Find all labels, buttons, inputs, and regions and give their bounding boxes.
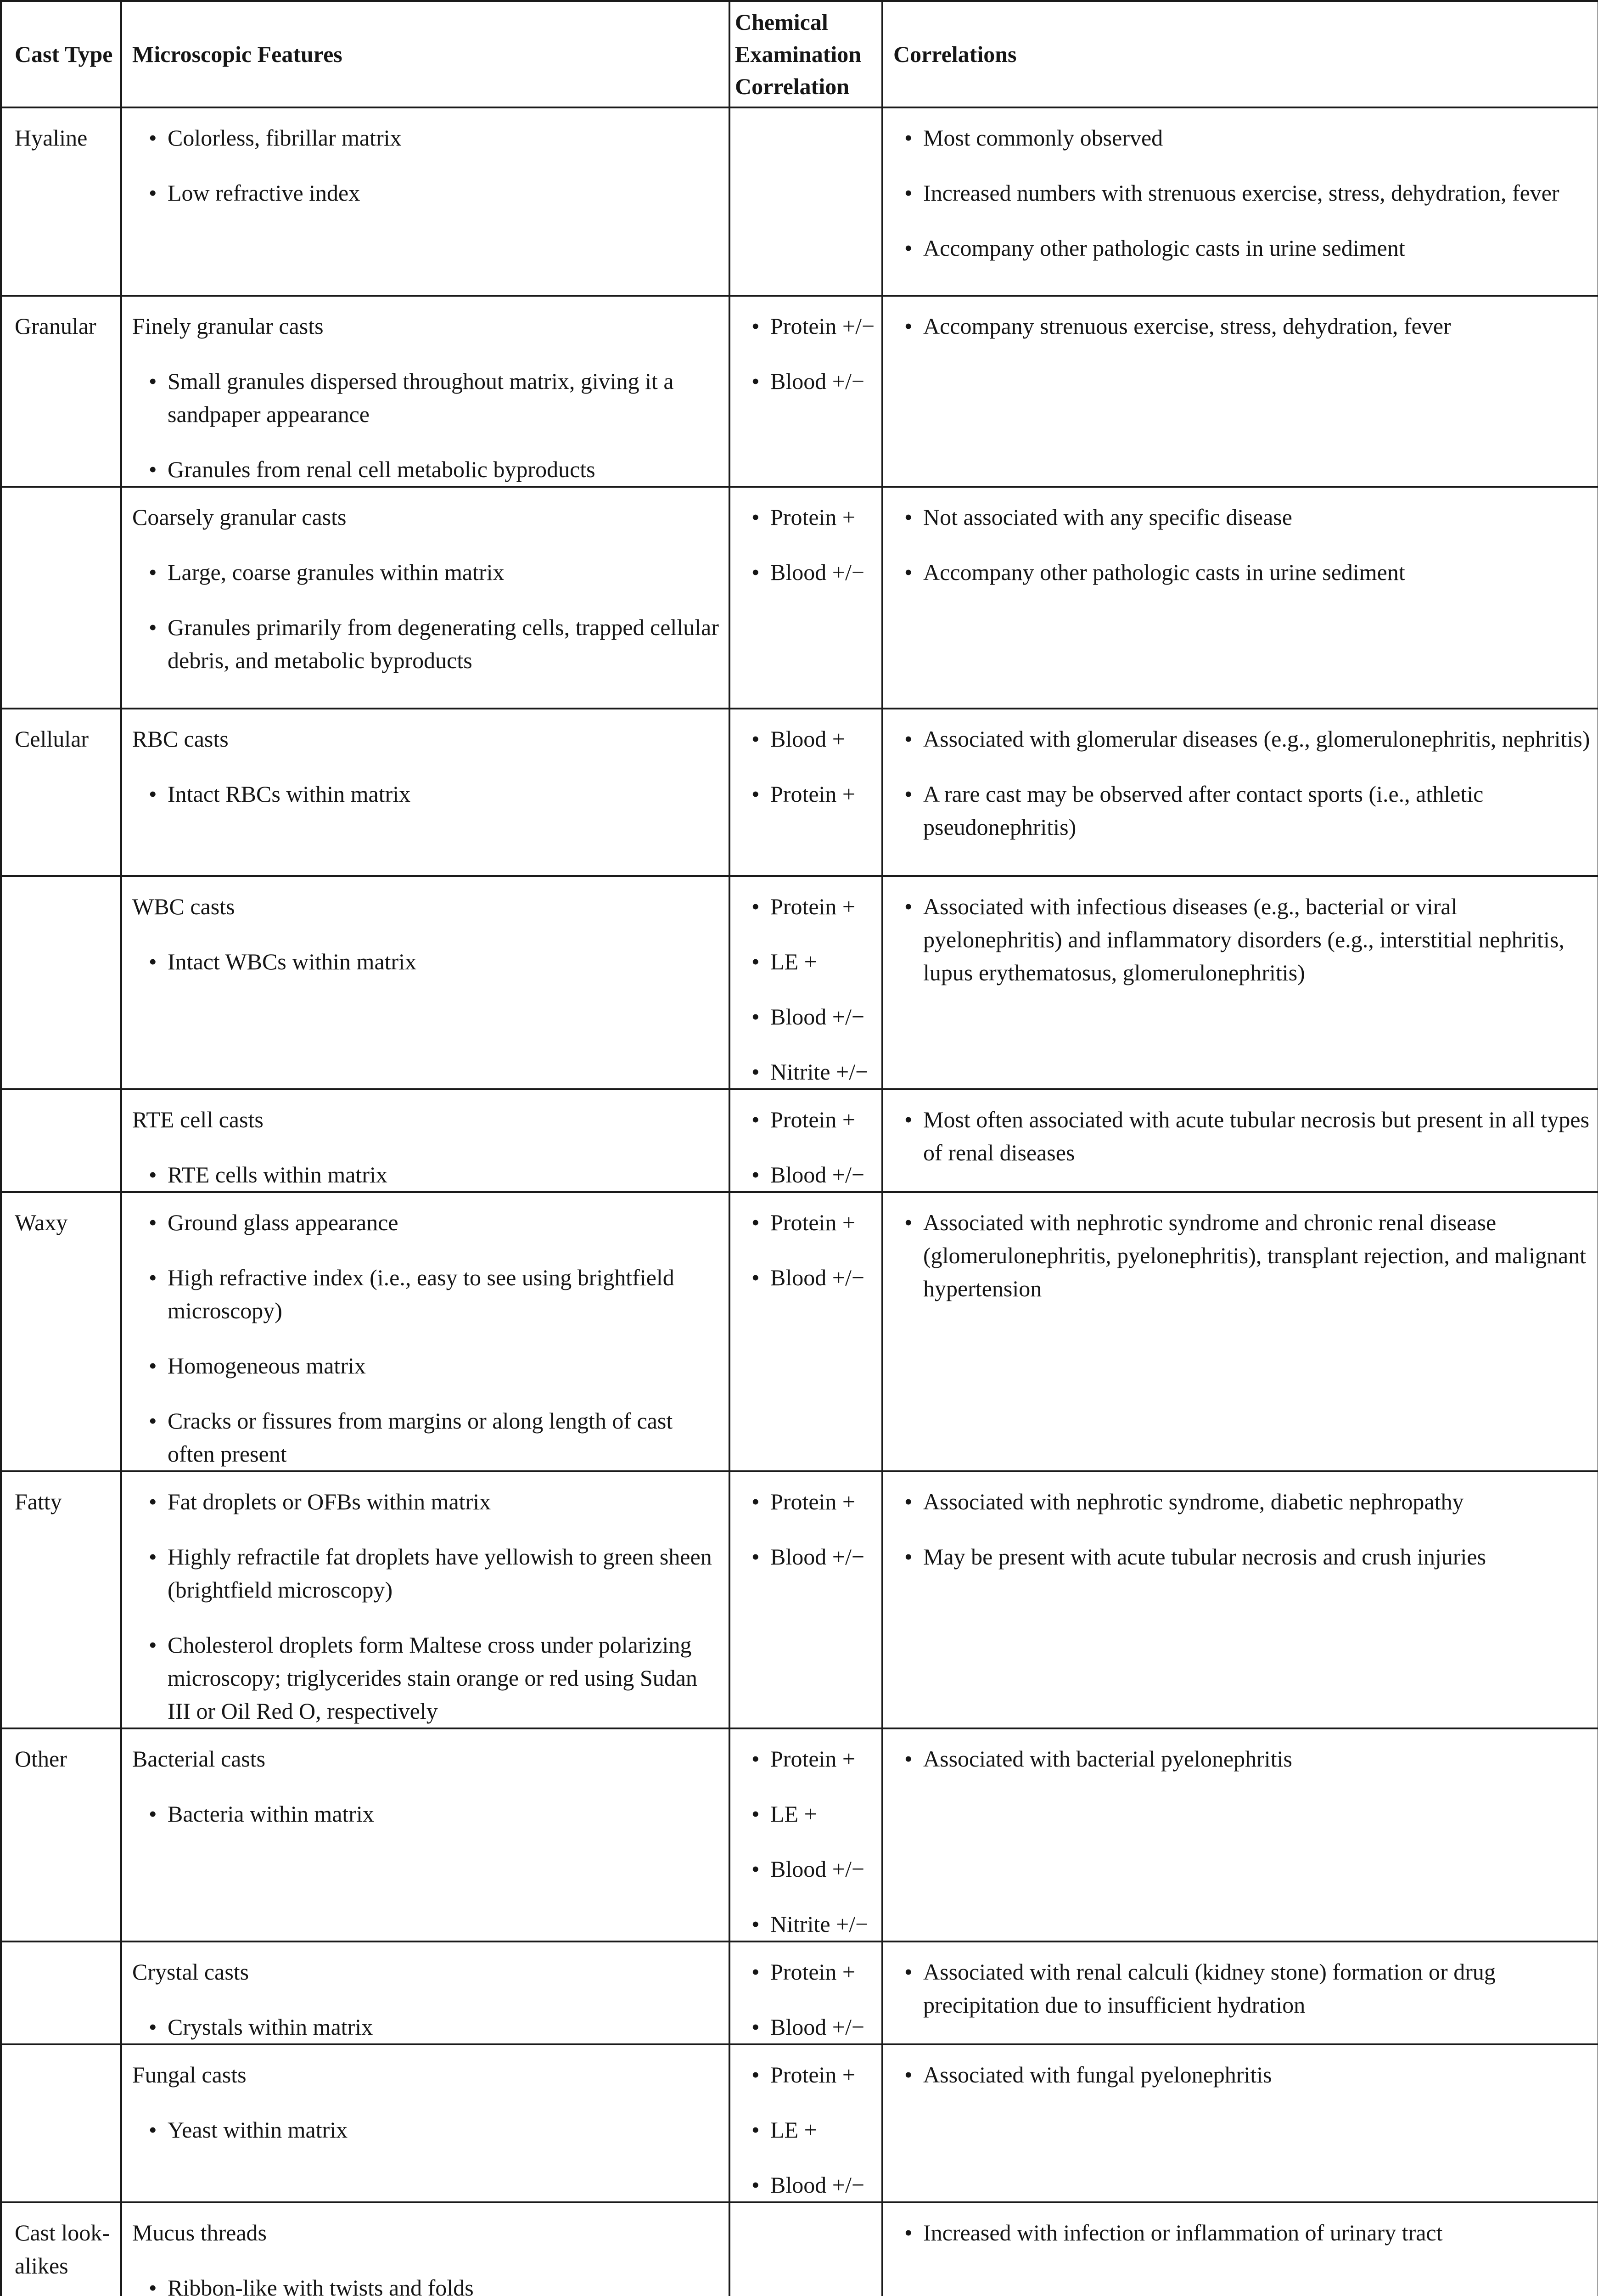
microscopic-feature-item: • Large, coarse granules within matrix [132, 556, 724, 589]
cast-type-label: Granular [15, 313, 96, 339]
microscopic-features-cell [121, 709, 729, 876]
chemical-result-item: • Protein + [735, 1485, 877, 1518]
cast-type-cell [1, 1471, 121, 1728]
cast-type-label: Hyaline [15, 125, 88, 151]
microscopic-feature-item: • Colorless, fibrillar matrix [132, 121, 724, 154]
chemical-examination-cell [729, 1471, 882, 1728]
correlation-item: • Increased with infection or inflammation of urinary tract [888, 2216, 1593, 2249]
chemical-examination-cell [729, 876, 882, 1089]
chemical-result-item: • Protein + [735, 2058, 877, 2091]
header-correlations: Correlations [882, 1, 1598, 107]
header-microscopic-features: Microscopic Features [121, 1, 729, 107]
cast-subtype-title: WBC casts [132, 894, 235, 919]
microscopic-feature-item: • Ground glass appearance [132, 1206, 724, 1239]
chemical-examination-cell [729, 107, 882, 296]
table-row [1, 1089, 1598, 1192]
microscopic-feature-item: • High refractive index (i.e., easy to see using brightfield microscopy) [132, 1261, 724, 1327]
microscopic-feature-item: • Small granules dispersed throughout matrix, giving it a sandpaper appearance [132, 365, 724, 431]
microscopic-features-cell [121, 1941, 729, 2044]
header-cast-type: Cast Type [1, 1, 121, 107]
correlations-cell [882, 2044, 1598, 2202]
microscopic-features-cell [121, 107, 729, 296]
microscopic-features-cell [121, 1089, 729, 1192]
microscopic-feature-item: • Cholesterol droplets form Maltese cross under polarizing microscopy; triglycerides stain orange or red using Sudan III or Oil Red O, respectively [132, 1628, 724, 1728]
cast-type-cell [1, 709, 121, 876]
table-row [1, 487, 1598, 709]
table-row [1, 876, 1598, 1089]
microscopic-features-cell [121, 1471, 729, 1728]
chemical-result-item: • Protein + [735, 777, 877, 810]
correlation-item: • Associated with bacterial pyelonephritis [888, 1742, 1593, 1775]
microscopic-feature-item: • Granules from renal cell metabolic byproducts [132, 453, 724, 486]
correlations-cell [882, 2202, 1598, 2296]
chemical-result-item: • Blood +/− [735, 1000, 877, 1033]
table-row [1, 1728, 1598, 1941]
cast-type-label: Waxy [15, 1210, 68, 1235]
microscopic-features-cell [121, 1728, 729, 1941]
correlation-item: • May be present with acute tubular necrosis and crush injuries [888, 1540, 1593, 1573]
cast-type-label: Fatty [15, 1489, 62, 1514]
chemical-examination-cell [729, 1728, 882, 1941]
correlations-cell [882, 876, 1598, 1089]
cast-subtype-title: RBC casts [132, 726, 229, 752]
chemical-result-item: • Protein + [735, 890, 877, 923]
table-row [1, 1941, 1598, 2044]
table-row [1, 1192, 1598, 1471]
chemical-examination-cell [729, 2202, 882, 2296]
chemical-result-item: • Blood +/− [735, 2010, 877, 2043]
microscopic-feature-item: • Intact RBCs within matrix [132, 777, 724, 810]
cast-subtype-title: Crystal casts [132, 1959, 249, 1985]
chemical-result-item: • Protein + [735, 501, 877, 534]
chemical-examination-cell [729, 296, 882, 487]
cast-subtype-title: Mucus threads [132, 2220, 267, 2245]
microscopic-feature-item: • Highly refractile fat droplets have yellowish to green sheen (brightfield microscopy) [132, 1540, 724, 1606]
chemical-examination-cell [729, 1941, 882, 2044]
cast-type-cell [1, 487, 121, 709]
microscopic-features-cell [121, 2202, 729, 2296]
microscopic-feature-item: • Bacteria within matrix [132, 1797, 724, 1830]
chemical-examination-cell [729, 709, 882, 876]
microscopic-features-cell [121, 1192, 729, 1471]
chemical-examination-cell [729, 1192, 882, 1471]
cast-subtype-title: Finely granular casts [132, 313, 324, 339]
correlations-cell [882, 1471, 1598, 1728]
chemical-result-item: • Blood +/− [735, 1261, 877, 1294]
cast-subtype-title: Fungal casts [132, 2062, 247, 2088]
chemical-result-item: • Blood + [735, 722, 877, 755]
correlation-item: • Increased numbers with strenuous exercise, stress, dehydration, fever [888, 176, 1593, 209]
chemical-result-item: • LE + [735, 945, 877, 978]
table-row [1, 1471, 1598, 1728]
correlation-item: • Associated with glomerular diseases (e.g., glomerulonephritis, nephritis) [888, 722, 1593, 755]
correlation-item: • Associated with nephrotic syndrome, diabetic nephropathy [888, 1485, 1593, 1518]
cast-type-cell [1, 2202, 121, 2296]
cast-subtype-title: Bacterial casts [132, 1746, 266, 1772]
correlation-item: • Associated with renal calculi (kidney stone) formation or drug precipitation due to insufficient hydration [888, 1955, 1593, 2021]
correlation-item: • Accompany other pathologic casts in urine sediment [888, 231, 1593, 264]
microscopic-feature-item: • Intact WBCs within matrix [132, 945, 724, 978]
cast-type-label: Other [15, 1746, 67, 1772]
correlations-cell [882, 709, 1598, 876]
chemical-result-item: • Blood +/− [735, 2168, 877, 2201]
cast-type-cell [1, 296, 121, 487]
microscopic-feature-item: • Homogeneous matrix [132, 1349, 724, 1382]
microscopic-feature-item: • Cracks or fissures from margins or along length of cast often present [132, 1404, 724, 1470]
chemical-result-item: • Blood +/− [735, 1852, 877, 1885]
correlations-cell [882, 1941, 1598, 2044]
chemical-result-item: • LE + [735, 2113, 877, 2146]
microscopic-feature-item: • Fat droplets or OFBs within matrix [132, 1485, 724, 1518]
chemical-result-item: • Protein +/− [735, 310, 877, 343]
correlation-item: • Associated with fungal pyelonephritis [888, 2058, 1593, 2091]
correlations-cell [882, 487, 1598, 709]
microscopic-features-cell [121, 2044, 729, 2202]
table-body [1, 107, 1598, 2296]
cast-subtype-title: Coarsely granular casts [132, 504, 347, 530]
cast-type-cell [1, 107, 121, 296]
microscopic-feature-item: • Crystals within matrix [132, 2010, 724, 2043]
chemical-result-item: • Blood +/− [735, 556, 877, 589]
correlations-cell [882, 107, 1598, 296]
microscopic-features-cell [121, 296, 729, 487]
correlation-item: • A rare cast may be observed after contact sports (i.e., athletic pseudonephritis) [888, 777, 1593, 844]
chemical-examination-cell [729, 1089, 882, 1192]
chemical-examination-cell [729, 2044, 882, 2202]
correlation-item: • Associated with infectious diseases (e.g., bacterial or viral pyelonephritis) and inflammatory disorders (e.g., interstitial nephritis, lupus erythematosus, glomerulonephritis) [888, 890, 1593, 989]
chemical-result-item: • Blood +/− [735, 1158, 877, 1191]
chemical-result-item: • LE + [735, 1797, 877, 1830]
microscopic-feature-item: • Ribbon-like with twists and folds [132, 2271, 724, 2296]
correlation-item: • Accompany other pathologic casts in urine sediment [888, 556, 1593, 589]
chemical-result-item: • Nitrite +/− [735, 1908, 877, 1941]
chemical-examination-cell [729, 487, 882, 709]
header-chemical-examination: Chemical Examination Correlation [729, 1, 882, 107]
correlation-item: • Accompany strenuous exercise, stress, dehydration, fever [888, 310, 1593, 343]
correlation-item: • Most commonly observed [888, 121, 1593, 154]
chemical-result-item: • Protein + [735, 1955, 877, 1988]
chemical-result-item: • Protein + [735, 1742, 877, 1775]
table-row [1, 107, 1598, 296]
cast-type-cell [1, 876, 121, 1089]
cast-type-cell [1, 1941, 121, 2044]
correlation-item: • Most often associated with acute tubular necrosis but present in all types of renal diseases [888, 1103, 1593, 1169]
correlations-cell [882, 1728, 1598, 1941]
table-row [1, 296, 1598, 487]
table-row [1, 709, 1598, 876]
cast-type-cell [1, 2044, 121, 2202]
cast-type-cell [1, 1728, 121, 1941]
microscopic-feature-item: • Granules primarily from degenerating cells, trapped cellular debris, and metabolic byproducts [132, 611, 724, 677]
correlations-cell [882, 1089, 1598, 1192]
chemical-result-item: • Blood +/− [735, 1540, 877, 1573]
microscopic-feature-item: • Yeast within matrix [132, 2113, 724, 2146]
table-row [1, 2202, 1598, 2296]
cast-type-label: Cellular [15, 726, 89, 752]
chemical-result-item: • Blood +/− [735, 365, 877, 398]
microscopic-features-cell [121, 487, 729, 709]
cast-type-cell [1, 1192, 121, 1471]
correlations-cell [882, 1192, 1598, 1471]
correlation-item: • Associated with nephrotic syndrome and chronic renal disease (glomerulonephritis, pyelonephritis), transplant rejection, and malignant hypertension [888, 1206, 1593, 1305]
table-row [1, 2044, 1598, 2202]
correlations-cell [882, 296, 1598, 487]
microscopic-feature-item: • RTE cells within matrix [132, 1158, 724, 1191]
correlation-item: • Not associated with any specific disease [888, 501, 1593, 534]
microscopic-features-cell [121, 876, 729, 1089]
microscopic-feature-item: • Low refractive index [132, 176, 724, 209]
header-row [1, 1, 1598, 107]
cast-type-cell [1, 1089, 121, 1192]
cast-type-label: Cast look-alikes [15, 2220, 110, 2279]
cast-subtype-title: RTE cell casts [132, 1107, 264, 1132]
chemical-result-item: • Protein + [735, 1103, 877, 1136]
chemical-result-item: • Protein + [735, 1206, 877, 1239]
chemical-result-item: • Nitrite +/− [735, 1055, 877, 1088]
